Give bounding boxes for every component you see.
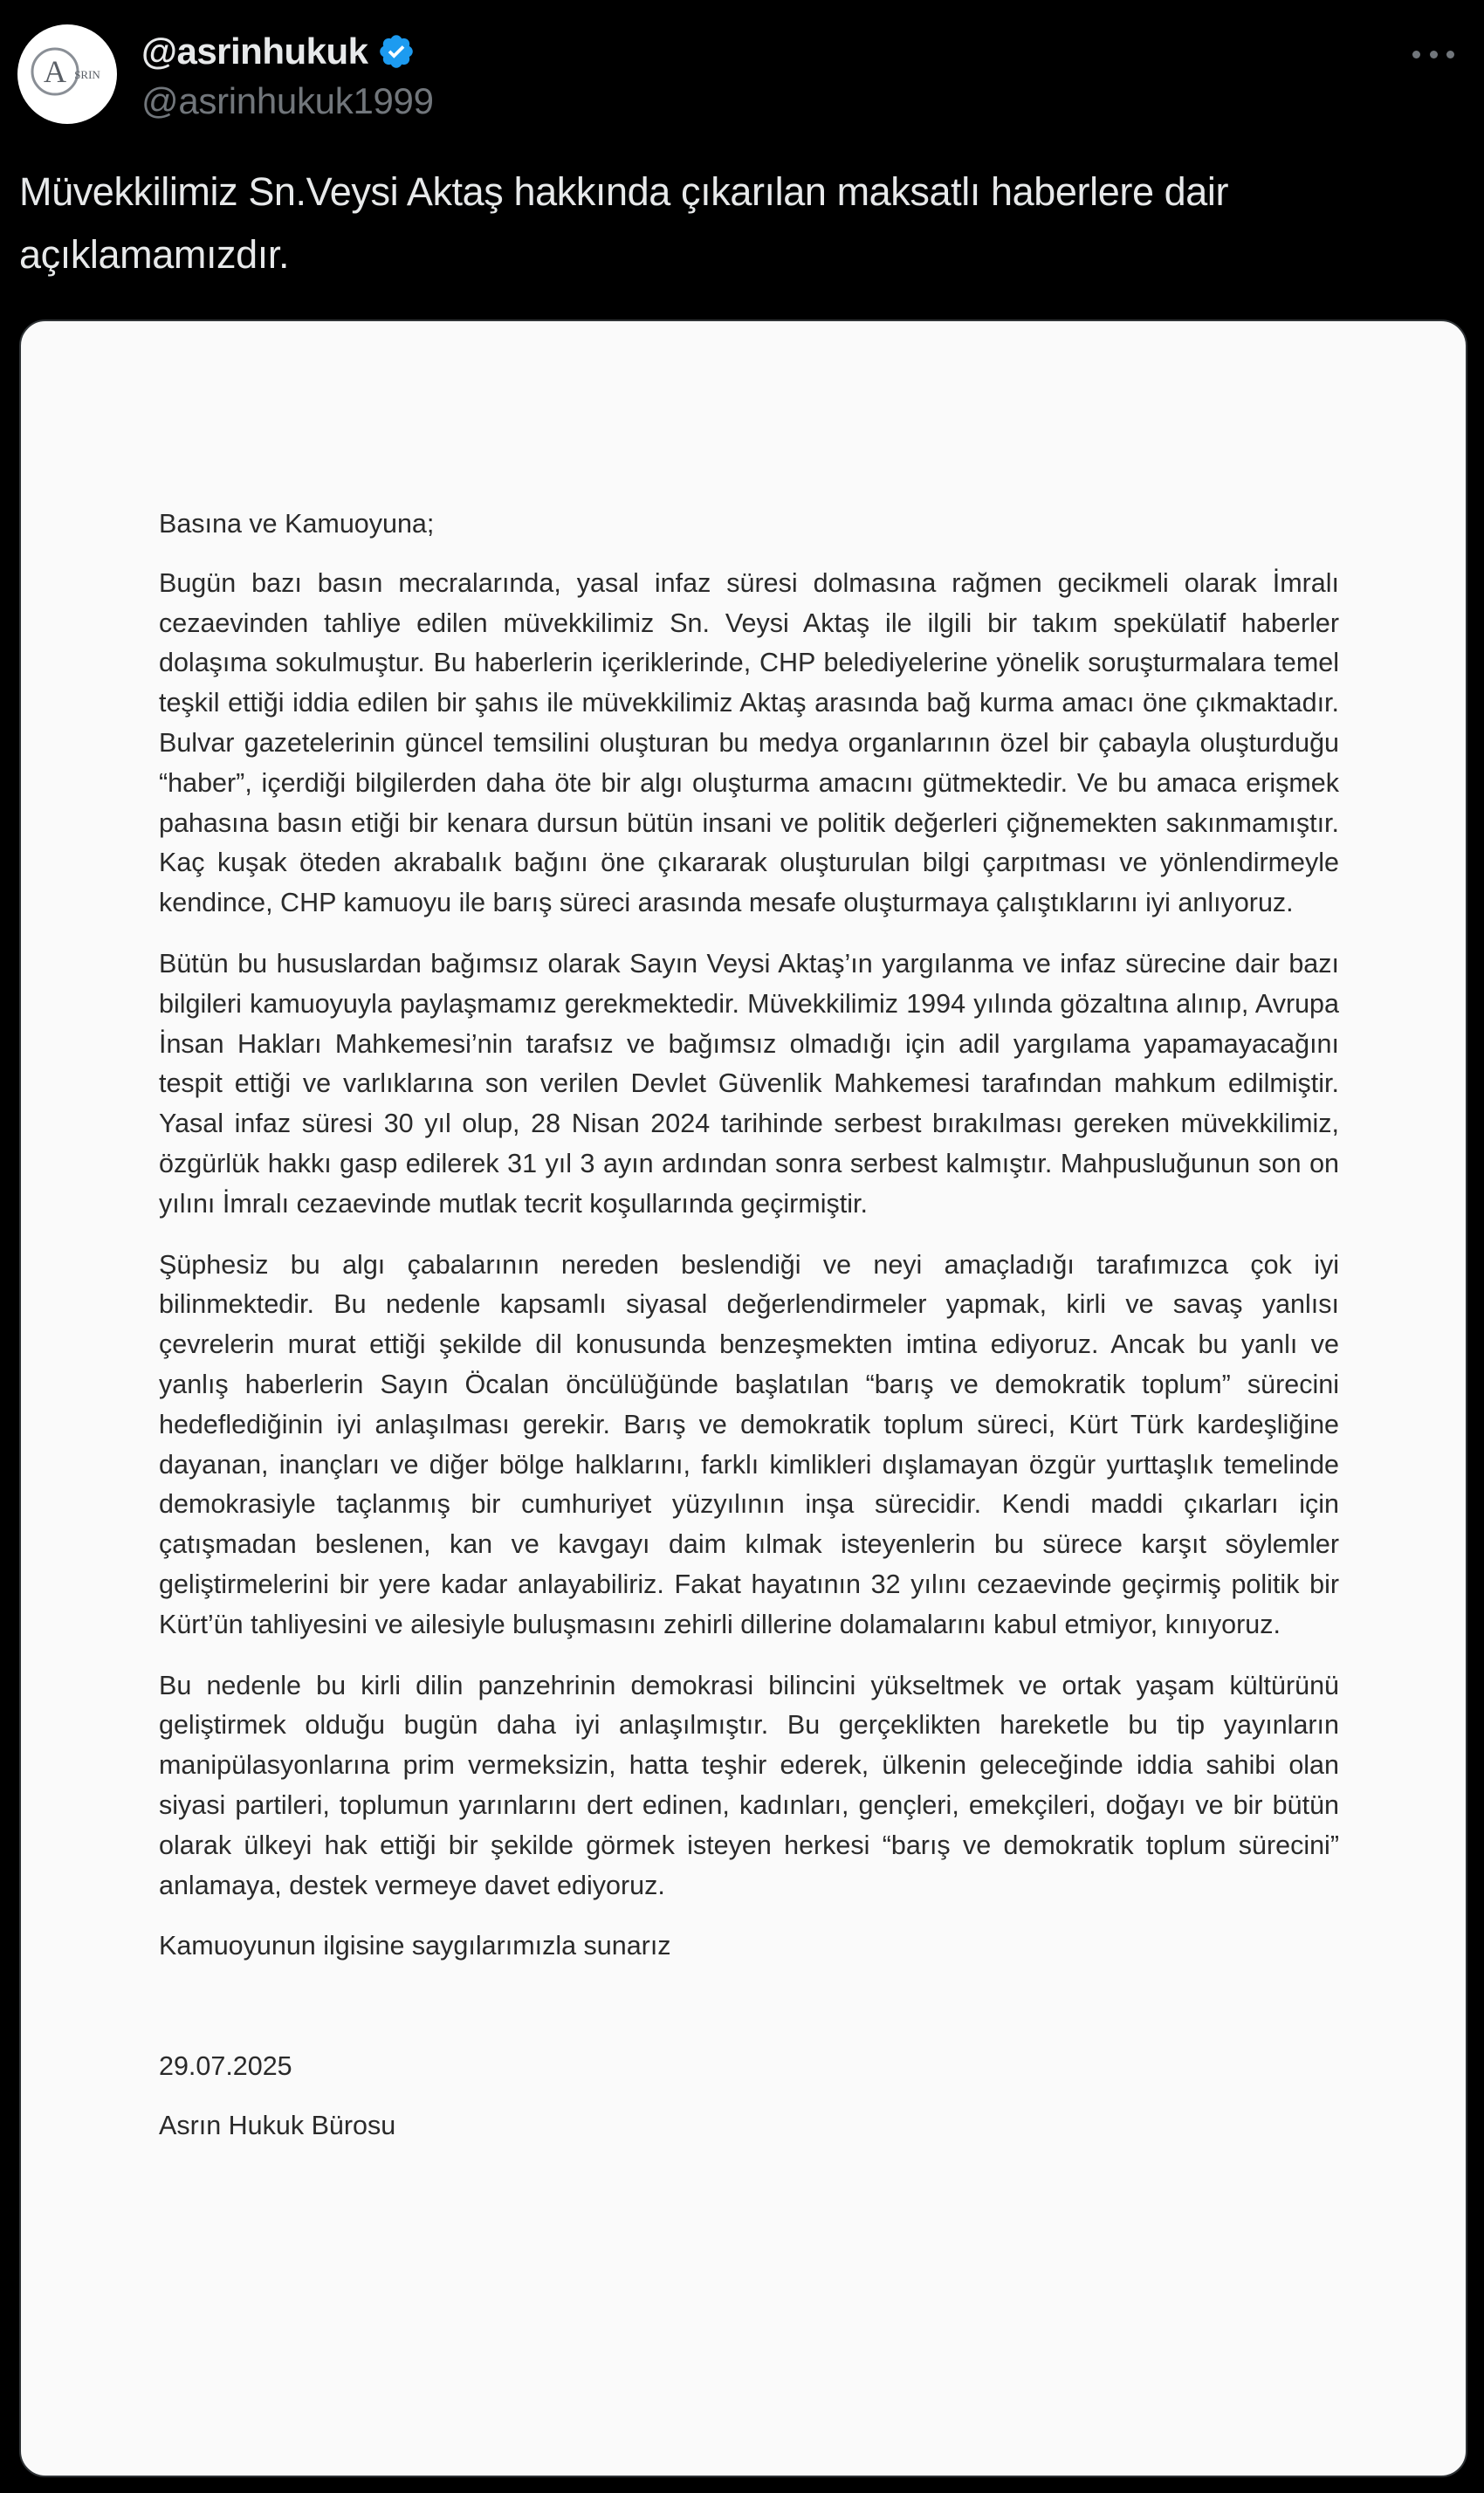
tweet-text: Müvekkilimiz Sn.Veysi Aktaş hakkında çıkarılan maksatlı haberlere dair açıklamamızdır. — [19, 169, 1229, 277]
display-name-row — [141, 30, 416, 73]
document-paragraph: Şüphesiz bu algı çabalarının nereden beslendiği ve neyi amaçladığı tarafımızca çok iyi bilinmektedir. Bu nedenle kapsamlı siyasal değerlendirmeler yapmak, kirli ve savaş yanlısı çevrelerin murat ettiği şekilde dil konusunda benzeşmekten imtina ediyoruz. Ancak bu yanlı ve yanlış haberlerin Sayın Öcalan öncülüğünde başlatılan “barış ve demokratik toplum” sürecini hedeflediğinin iyi anlaşılması gerekir. Barış ve demokratik toplum süreci, Kürt Türk kardeşliğine dayanan, inançları ve diğer bölge halklarını, farklı kimlikleri dışlamayan özgür yurttaşlık temelinde demokrasiyle taçlanmış bir cumhuriyet yüzyılının inşa sürecidir. Kendi maddi çıkarları için çatışmadan beslenen, kan ve kavgayı daim kılmak isteyenlerin bu sürece karşıt söylemler geliştirmelerini bir yere kadar anlayabiliriz. Fakat hayatının 32 yılını cezaevinde geçirmiş politik bir Kürt’ün tahliyesini ve ailesiyle buluşmasını zehirli dillerine dolamalarını kabul etmiyor, kınıyoruz. — [159, 1249, 1339, 1639]
svg-text:A: A — [44, 54, 66, 89]
handle[interactable]: @asrinhukuk1999 — [141, 80, 434, 121]
document-date: 29.07.2025 — [159, 2051, 292, 2082]
more-options-icon[interactable] — [1412, 44, 1454, 65]
avatar[interactable] — [17, 24, 117, 124]
document-salutation: Basına ve Kamuoyuna; — [159, 509, 435, 539]
verified-badge-icon — [377, 32, 416, 71]
document-paragraph: Bugün bazı basın mecralarında, yasal infaz süresi dolmasına rağmen gecikmeli olarak İmralı cezaevinden tahliye edilen müvekkilimiz Sn. Veysi Aktaş ile ilgili bir takım spekülatif haberler dolaşıma sokulmuştur. Bu haberlerin içeriklerinde, CHP belediyelerine yönelik soruşturmalara temel teşkil ettiği iddia edilen bir şahıs ile müvekkilimiz Aktaş arasında bağ kurma amacı öne çıkmaktadır. Bulvar gazetelerinin güncel temsilini oluşturan bu medya organlarının özel bir çabayla oluşturduğu “haber”, içerdiği bilgilerden daha öte bir algı oluşturma amacını gütmektedir. Ve bu amaca erişmek pahasına basın etiği bir kenara dursun bütün insani ve politik değerleri çiğnemekten sakınmamıştır. Kaç kuşak öteden akrabalık bağını öne çıkararak oluşturulan bilgi çarpıtması ve yönlendirmeyle kendince, CHP kamuoyu ile barış süreci arasında mesafe oluşturmaya çalıştıklarını iyi anlıyoruz. — [159, 567, 1339, 918]
tweet-header — [17, 17, 1467, 131]
svg-text:SRIN: SRIN — [74, 68, 100, 81]
document-closing: Kamuoyunun ilgisine saygılarımızla sunarız — [159, 1931, 671, 1961]
document-signature: Asrın Hukuk Bürosu — [159, 2110, 396, 2140]
display-name[interactable]: @asrinhukuk — [141, 31, 368, 72]
attached-image[interactable] — [19, 319, 1467, 2477]
document-paragraph: Bütün bu hususlardan bağımsız olarak Sayın Veysi Aktaş’ın yargılanma ve infaz sürecine dair bazı bilgileri kamuoyuyla paylaşmamız gerekmektedir. Müvekkilimiz 1994 yılında gözaltına alınıp, Avrupa İnsan Hakları Mahkemesi’nin tarafsız ve bağımsız olmadığı için adil yargılama yapamayacağını tespit ettiği ve varlıklarına son verilen Devlet Güvenlik Mahkemesi tarafından mahkum edilmiştir. Yasal infaz süresi 30 yıl olup, 28 Nisan 2024 tarihinde serbest bırakılması gereken müvekkilimiz, özgürlük hakkı gasp edilerek 31 yıl 3 ayın ardından sonra serbest kalmıştır. Mahpusluğunun son on yılını İmralı cezaevinde mutlak tecrit koşullarında geçirmiştir. — [159, 948, 1339, 1219]
document-paragraph: Bu nedenle bu kirli dilin panzehrinin demokrasi bilincini yükseltmek ve ortak yaşam kültürünü geliştirmek olduğu bugün daha iyi anlaşılmıştır. Bu gerçeklikten hareketle bu tip yayınların manipülasyonlarına prim vermeksizin, hatta teşhir ederek, ülkenin geleceğinde iddia sahibi olan siyasi partileri, toplumun yarınlarını dert edinen, kadınları, gençleri, emekçileri, doğayı ve bir bütün olarak ülkeyi hak ettiği bir şekilde görmek isteyen herkesi “barış ve demokratik toplum sürecini” anlamaya, destek vermeye davet ediyoruz. — [159, 1670, 1339, 1900]
press-statement-document — [159, 505, 1339, 2167]
asrin-logo-icon — [17, 24, 117, 124]
